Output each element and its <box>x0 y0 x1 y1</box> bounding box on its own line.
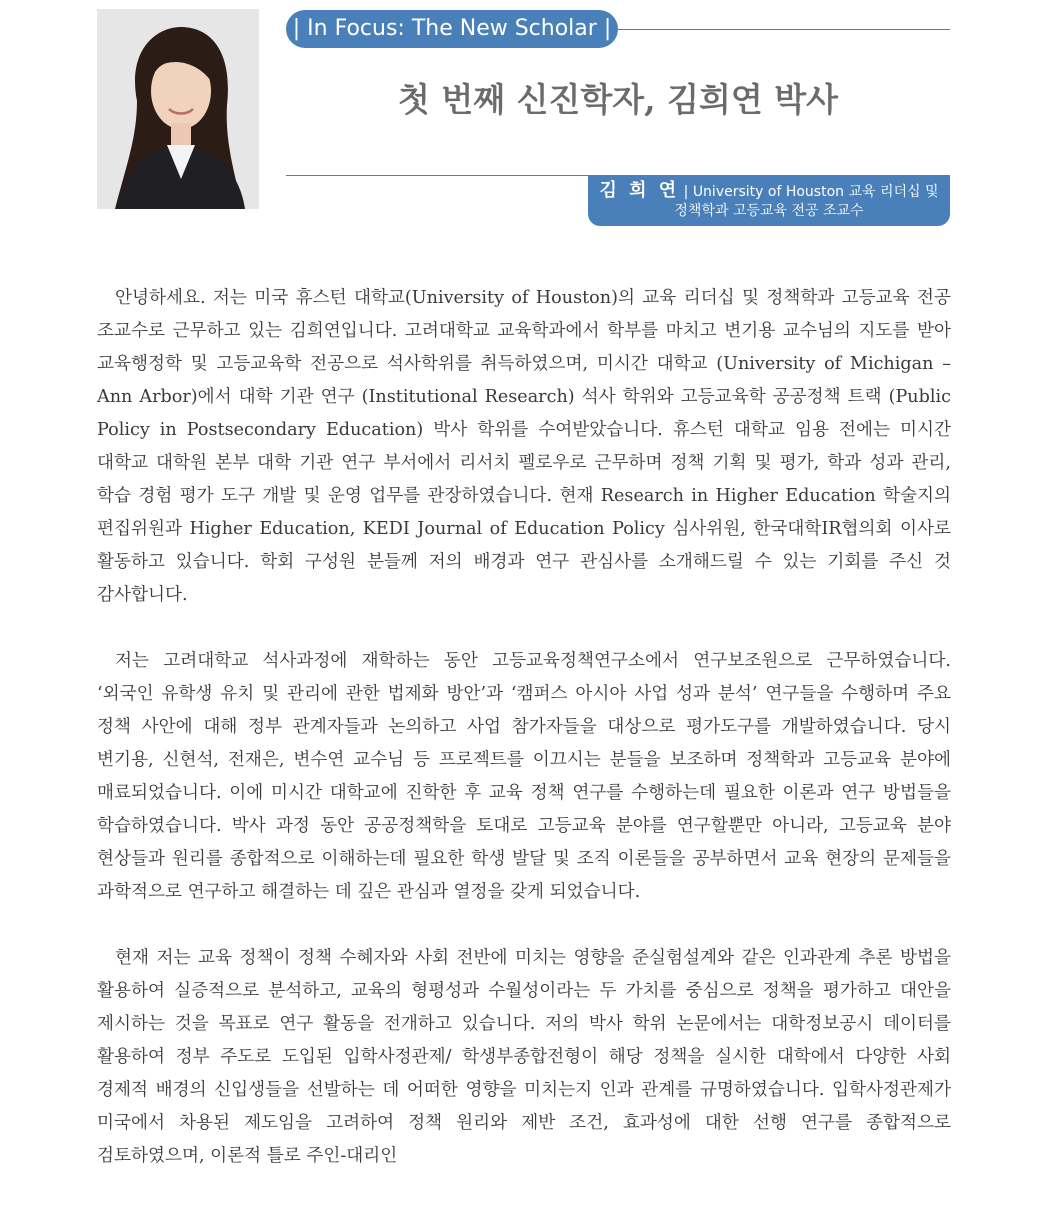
section-tag: | In Focus: The New Scholar | <box>286 10 618 48</box>
portrait-photo <box>97 9 259 209</box>
body-paragraph-3: 현재 저는 교육 정책이 정책 수혜자와 사회 전반에 미치는 영향을 준실험설계와 같은 인과관계 추론 방법을 활용하여 실증적으로 분석하고, 교육의 형평성과 수월성이라는 두 가치를 중심으로 정책을 평가하고 대안을 제시하는 것을 목표로 연구 활동을 전개하고 있습니다. 저의 박사 학위 논문에서는 대학정보공시 데이터를 활용하여 정부 주도로 도입된 입학사정관제/ 학생부종합전형이 해당 정책을 실시한 대학에서 다양한 사회 경제적 배경의 신입생들을 선발하는 데 어떠한 영향을 미치는지 인과 관계를 규명하였습니다. 입학사정관제가 미국에서 차용된 제도임을 고려하여 정책 원리와 제반 조건, 효과성에 대한 선행 연구를 종합적으로 검토하였으며, 이론적 틀로 주인-대리인 <box>97 948 952 1166</box>
body-paragraph-2: 저는 고려대학교 석사과정에 재학하는 동안 고등교육정책연구소에서 연구보조원으로 근무하였습니다. ‘외국인 유학생 유치 및 관리에 관한 법제화 방안’과 ‘캠퍼스 아시아 사업 성과 분석’ 연구들을 수행하며 주요 정책 사안에 대해 정부 관계자들과 논의하고 사업 참가자들을 대상으로 평가도구를 개발하였습니다. 당시 변기용, 신현석, 전재은, 변수연 교수님 등 프로젝트를 이끄시는 분들을 보조하며 정책학과 고등교육 분야에 매료되었습니다. 이에 미시간 대학교에 진학한 후 교육 정책 연구를 수행하는데 필요한 이론과 연구 방법들을 학습하였습니다. 박사 과정 동안 공공정책학을 토대로 고등교육 분야를 연구할뿐만 아니라, 고등교육 분야 현상들과 원리를 종합적으로 이해하는데 필요한 학생 발달 및 조직 이론들을 공부하면서 교육 현장의 문제들을 과학적으로 연구하고 해결하는 데 깊은 관심과 열정을 갖게 되었습니다. <box>97 651 951 902</box>
article-body <box>97 282 951 1206</box>
author-name: 김 희 연 <box>599 180 680 201</box>
author-separator: | <box>679 184 693 200</box>
author-line <box>588 181 950 202</box>
author-affiliation-line1: University of Houston 교육 리더십 및 <box>692 184 939 200</box>
author-affiliation-line2: 정책학과 고등교육 전공 조교수 <box>674 203 864 219</box>
section-divider <box>618 29 950 30</box>
author-photo <box>97 9 259 209</box>
body-paragraph-1: 안녕하세요. 저는 미국 휴스턴 대학교(University of Houston)의 교육 리더십 및 정책학과 고등교육 전공 조교수로 근무하고 있는 김희연입니다. 고려대학교 교육학과에서 학부를 마치고 변기용 교수님의 지도를 받아 교육행정학 및 고등교육학 전공으로 석사학위를 취득하였으며, 미시간 대학교 (University of Michigan – Ann Arbor)에서 대학 기관 연구 (Institutional Research) 석사 학위와 고등교육학 공공정책 트랙 (Public Policy in Postsecondary Education) 박사 학위를 수여받았습니다. 휴스턴 대학교 임용 전에는 미시간 대학교 대학원 본부 대학 기관 연구 부서에서 리서치 펠로우로 근무하며 정책 기획 및 평가, 학과 성과 관리, 학습 경험 평가 도구 개발 및 운영 업무를 관장하였습니다. 현재 Research in Higher Education 학술지의 편집위원과 Higher Education, KEDI Journal of Education Policy 심사위원, 한국대학IR협의회 이사로 활동하고 있습니다. 학회 구성원 분들께 저의 배경과 연구 관심사를 소개해드릴 수 있는 기회를 주신 것 감사합니다. <box>97 288 951 605</box>
author-info-box <box>588 176 950 226</box>
page-title: 첫 번째 신진학자, 김희연 박사 <box>398 80 838 119</box>
